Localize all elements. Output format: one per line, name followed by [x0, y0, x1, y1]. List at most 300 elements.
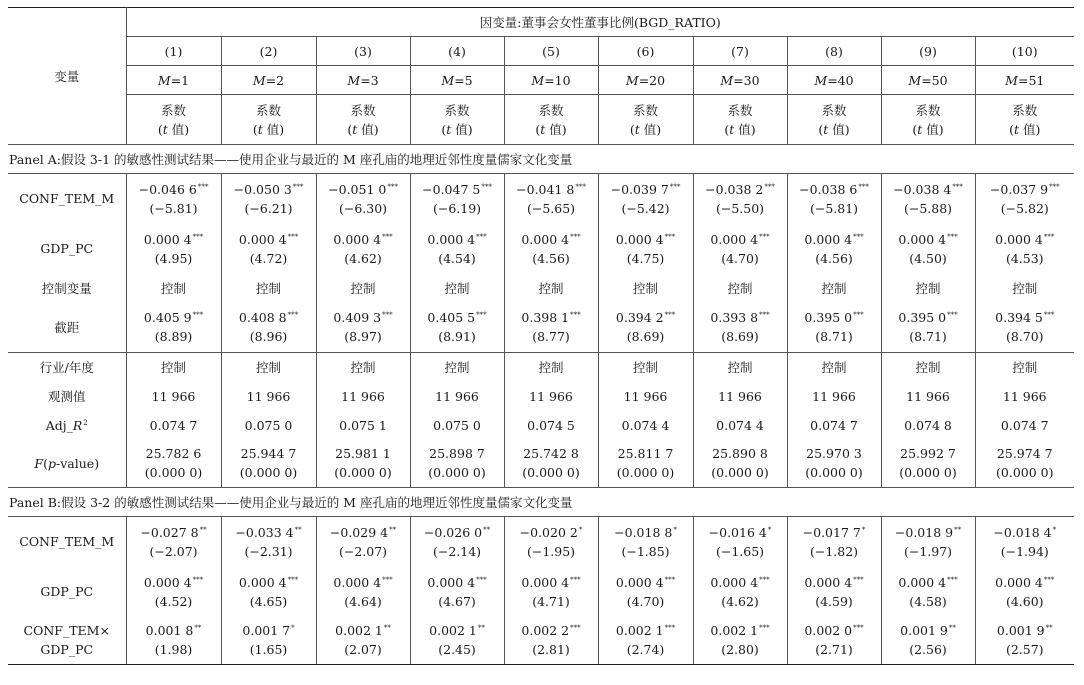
- t-value: (4.62): [721, 593, 759, 609]
- coef-number: 0.398 1: [521, 310, 570, 326]
- significance-stars: ***: [1043, 232, 1055, 241]
- coef-header: [881, 95, 975, 145]
- coef-cell: [410, 517, 504, 567]
- t-value: (−5.50): [715, 200, 765, 216]
- m-symbol: M: [441, 72, 455, 88]
- coef-cell: [316, 567, 410, 617]
- coef-number: 0.001 7: [242, 623, 291, 639]
- value-cell: 11 966: [598, 382, 693, 411]
- t-label: (t 值): [252, 121, 285, 137]
- coef-cell: [504, 567, 598, 617]
- coef-cell: [126, 517, 221, 567]
- t-label: (t 值): [441, 121, 473, 137]
- significance-stars: ***: [1043, 575, 1055, 584]
- coef-label: 系数: [632, 102, 658, 118]
- coef-number: 0.393 8: [710, 310, 759, 326]
- coef-value: [127, 523, 221, 542]
- coef-header: [598, 95, 693, 145]
- t-value: (8.96): [249, 329, 288, 345]
- t-value: (4.59): [815, 593, 853, 609]
- coef-cell: [504, 224, 598, 274]
- coef-value: [599, 573, 693, 592]
- coef-number: 0.405 5: [427, 310, 476, 326]
- control-vars-label: 控制变量: [8, 274, 126, 303]
- coef-value: [694, 180, 787, 199]
- value-cell: 控制: [221, 353, 316, 382]
- coef-number: 0.000 4: [898, 231, 947, 247]
- coef-cell: [221, 567, 316, 617]
- significance-stars: ***: [669, 182, 681, 191]
- coef-number: 0.000 4: [521, 574, 570, 590]
- coef-cell: [410, 224, 504, 274]
- coef-number: 0.394 5: [995, 310, 1043, 326]
- t-label: (t 值): [818, 121, 850, 137]
- significance-stars: ***: [759, 311, 770, 320]
- p-value: (0.000 0): [522, 465, 580, 481]
- coef-value: [222, 308, 316, 327]
- f-value: 25.970 3: [806, 446, 862, 462]
- value-cell: 0.074 5: [504, 411, 598, 440]
- significance-stars: ***: [759, 624, 770, 633]
- f-value-cell: [126, 440, 221, 488]
- coef-number: −0.017 7: [802, 524, 861, 540]
- m-number: =3: [360, 72, 379, 88]
- coef-number: 0.001 8: [145, 623, 194, 639]
- value-cell: 控制: [693, 353, 787, 382]
- f-value: 25.944 7: [240, 446, 297, 462]
- t-value: (−2.14): [432, 543, 482, 559]
- significance-stars: **: [1045, 624, 1053, 633]
- value-cell: 控制: [881, 274, 975, 303]
- coef-value: [317, 573, 410, 592]
- f-value-cell: [881, 440, 975, 488]
- coef-value: [317, 523, 410, 542]
- header-row-colnums: [8, 37, 1074, 66]
- coef-label: 系数: [1012, 102, 1038, 118]
- coef-header: [787, 95, 881, 145]
- f-value: 25.974 7: [996, 446, 1053, 462]
- panel-b-title-row: [8, 488, 1074, 517]
- t-value: (4.95): [154, 250, 193, 266]
- coef-cell: [975, 174, 1074, 224]
- significance-stars: ***: [387, 182, 398, 191]
- value-cell: 控制: [126, 353, 221, 382]
- coef-value: [882, 523, 975, 542]
- coef-value: [599, 523, 693, 542]
- coef-label: 系数: [915, 102, 941, 118]
- f-value: 25.992 7: [900, 446, 956, 462]
- value-cell: 控制: [787, 274, 881, 303]
- significance-stars: ***: [192, 575, 204, 584]
- value-cell: 控制: [410, 274, 504, 303]
- t-label: (t 值): [1009, 121, 1041, 137]
- coef-header: [126, 95, 221, 145]
- p-value: (0.000 0): [996, 465, 1054, 481]
- significance-stars: ***: [947, 575, 958, 584]
- t-value: (−5.81): [809, 200, 859, 216]
- coef-cell: [881, 517, 975, 567]
- coef-cell: [316, 224, 410, 274]
- coef-number: −0.047 5: [422, 181, 481, 197]
- t-value: (4.62): [344, 250, 382, 266]
- coef-cell: [126, 174, 221, 224]
- coef-number: 0.000 4: [615, 231, 664, 247]
- significance-stars: ***: [481, 182, 492, 191]
- value-cell: 11 966: [316, 382, 410, 411]
- t-value: (2.07): [344, 642, 382, 658]
- significance-stars: ***: [476, 575, 487, 584]
- coef-value: [411, 573, 504, 592]
- coef-value: [788, 573, 881, 592]
- value-cell: 控制: [410, 353, 504, 382]
- coef-number: 0.002 1: [615, 623, 664, 639]
- f-value-cell: [598, 440, 693, 488]
- t-value: (2.45): [438, 642, 476, 658]
- coef-cell: [881, 303, 975, 353]
- t-value: (8.91): [438, 329, 476, 345]
- t-value: (8.69): [626, 329, 665, 345]
- m-symbol: M: [814, 72, 828, 88]
- coef-number: 0.000 4: [333, 574, 382, 590]
- t-value: (−1.95): [526, 543, 576, 559]
- coef-value: [505, 230, 598, 249]
- coef-value: [694, 230, 787, 249]
- coef-number: 0.409 3: [333, 310, 382, 326]
- coef-number: 0.001 9: [996, 623, 1045, 639]
- coef-cell: [316, 617, 410, 665]
- coef-cell: [693, 517, 787, 567]
- coef-cell: [598, 567, 693, 617]
- m-value: [126, 66, 221, 95]
- value-cell: 控制: [504, 274, 598, 303]
- significance-stars: ***: [853, 311, 864, 320]
- significance-stars: *: [578, 525, 583, 534]
- coef-cell: [316, 303, 410, 353]
- value-cell: 0.074 7: [787, 411, 881, 440]
- m-number: =20: [638, 72, 666, 88]
- m-symbol: M: [1005, 72, 1018, 88]
- m-number: =30: [733, 72, 760, 88]
- value-cell: 控制: [881, 353, 975, 382]
- significance-stars: **: [383, 624, 391, 633]
- t-label: (t 值): [724, 121, 756, 137]
- t-value: (2.57): [1005, 642, 1044, 658]
- significance-stars: ***: [570, 624, 581, 633]
- t-value: (8.69): [721, 329, 759, 345]
- significance-stars: ***: [382, 575, 393, 584]
- column-number: (3): [316, 37, 410, 66]
- m-value: [598, 66, 693, 95]
- significance-stars: ***: [1043, 311, 1055, 320]
- coef-cell: [975, 303, 1074, 353]
- coef-cell: [410, 617, 504, 665]
- value-cell: 11 966: [504, 382, 598, 411]
- t-value: (−1.85): [621, 543, 670, 559]
- panel-b-conf-row: [8, 517, 1074, 567]
- significance-stars: ***: [287, 575, 299, 584]
- column-number: (8): [787, 37, 881, 66]
- coef-number: 0.000 4: [995, 574, 1043, 590]
- m-symbol: M: [625, 72, 639, 88]
- t-value: (8.97): [344, 329, 382, 345]
- m-value: [693, 66, 787, 95]
- coef-value: [882, 573, 975, 592]
- coef-cell: [881, 174, 975, 224]
- t-value: (−5.82): [1000, 200, 1049, 216]
- significance-stars: ***: [292, 182, 304, 191]
- m-number: =1: [170, 72, 190, 88]
- coef-value: [317, 308, 410, 327]
- coef-value: [411, 523, 504, 542]
- intercept-label: 截距: [8, 303, 126, 353]
- t-value: (−6.30): [338, 200, 388, 216]
- f-value-cell: [504, 440, 598, 488]
- significance-stars: ***: [853, 624, 864, 633]
- significance-stars: **: [294, 525, 302, 534]
- significance-stars: ***: [570, 575, 581, 584]
- panel-a-title: Panel A:假设 3-1 的敏感性测试结果——使用企业与最近的 M 座孔庙的地理近邻性度量儒家文化变量: [8, 145, 1074, 174]
- t-value: (−2.07): [149, 543, 198, 559]
- coef-value: [599, 230, 693, 249]
- coef-cell: [598, 224, 693, 274]
- coef-label: 系数: [727, 102, 753, 118]
- coef-number: 0.000 4: [143, 231, 192, 247]
- value-cell: 11 966: [410, 382, 504, 411]
- coef-label: 系数: [160, 102, 186, 118]
- value-cell: 控制: [693, 274, 787, 303]
- value-cell: 控制: [316, 353, 410, 382]
- t-label: (t 值): [629, 121, 662, 137]
- m-value: [316, 66, 410, 95]
- coef-number: −0.038 2: [705, 181, 764, 197]
- t-value: (4.71): [532, 593, 570, 609]
- panel-b-interaction-row: [8, 617, 1074, 665]
- coef-value: [976, 308, 1075, 327]
- t-label: (t 值): [535, 121, 567, 137]
- m-number: =51: [1017, 72, 1045, 88]
- panel-a-control-row: [8, 274, 1074, 303]
- gdp-pc-b-label: GDP_PC: [8, 567, 126, 617]
- coef-value: [317, 180, 410, 199]
- regression-table: [8, 7, 1074, 665]
- coef-number: 0.000 4: [995, 231, 1043, 247]
- coef-cell: [975, 567, 1074, 617]
- coef-number: 0.000 4: [427, 231, 476, 247]
- coef-cell: [693, 303, 787, 353]
- value-cell: 控制: [221, 274, 316, 303]
- coef-cell: [881, 567, 975, 617]
- coef-cell: [975, 517, 1074, 567]
- significance-stars: ***: [287, 232, 299, 241]
- t-value: (−1.82): [809, 543, 859, 559]
- coef-value: [317, 230, 410, 249]
- coef-value: [976, 621, 1075, 640]
- value-cell: 控制: [598, 274, 693, 303]
- coef-value: [505, 308, 598, 327]
- coef-value: [505, 523, 598, 542]
- coef-header: [504, 95, 598, 145]
- f-value: 25.981 1: [335, 446, 391, 462]
- value-cell: 0.074 4: [693, 411, 787, 440]
- coef-cell: [693, 224, 787, 274]
- coef-cell: [221, 517, 316, 567]
- coef-cell: [221, 617, 316, 665]
- coef-number: 0.000 4: [238, 574, 287, 590]
- f-value: 25.742 8: [523, 446, 579, 462]
- coef-value: [127, 230, 221, 249]
- significance-stars: ***: [759, 575, 770, 584]
- panel-a-adjr2-row: [8, 411, 1074, 440]
- coef-cell: [598, 174, 693, 224]
- coef-value: [694, 523, 787, 542]
- significance-stars: ***: [476, 311, 487, 320]
- significance-stars: ***: [947, 311, 958, 320]
- m-symbol: M: [347, 72, 361, 88]
- coef-number: −0.051 0: [328, 181, 387, 197]
- t-value: (−1.97): [903, 543, 953, 559]
- m-number: =50: [921, 72, 948, 88]
- coef-number: 0.000 4: [238, 231, 287, 247]
- coef-number: −0.026 0: [423, 524, 483, 540]
- t-value: (4.60): [1005, 593, 1044, 609]
- coef-value: [599, 308, 693, 327]
- coef-value: [694, 621, 787, 640]
- significance-stars: **: [199, 525, 207, 534]
- coef-number: −0.016 4: [708, 524, 767, 540]
- t-value: (−1.65): [715, 543, 765, 559]
- panel-b-gdp-row: [8, 567, 1074, 617]
- coef-cell: [504, 303, 598, 353]
- coef-cell: [787, 517, 881, 567]
- f-statistic-label: F(p-value): [8, 440, 126, 488]
- panel-a-gdp-row: [8, 224, 1074, 274]
- coef-value: [222, 621, 316, 640]
- column-number: (7): [693, 37, 787, 66]
- coef-cell: [410, 174, 504, 224]
- m-value: [787, 66, 881, 95]
- coef-value: [411, 308, 504, 327]
- value-cell: 控制: [126, 274, 221, 303]
- coef-cell: [787, 224, 881, 274]
- t-value: (4.56): [815, 250, 853, 266]
- f-value: 25.890 8: [712, 446, 768, 462]
- coef-value: [222, 230, 316, 249]
- coef-cell: [787, 617, 881, 665]
- panel-b-title: Panel B:假设 3-2 的敏感性测试结果——使用企业与最近的 M 座孔庙的地理近邻性度量儒家文化变量: [8, 488, 1074, 517]
- coef-value: [317, 621, 410, 640]
- coef-cell: [410, 303, 504, 353]
- significance-stars: ***: [858, 182, 869, 191]
- significance-stars: ***: [382, 311, 393, 320]
- coef-value: [127, 573, 221, 592]
- coef-cell: [126, 567, 221, 617]
- coef-number: 0.000 4: [333, 231, 382, 247]
- coef-cell: [787, 303, 881, 353]
- panel-a-conf-row: [8, 174, 1074, 224]
- column-number: (9): [881, 37, 975, 66]
- t-value: (2.71): [815, 642, 853, 658]
- coef-value: [976, 523, 1075, 542]
- significance-stars: *: [767, 525, 772, 534]
- significance-stars: ***: [192, 232, 204, 241]
- gdp-pc-label: GDP_PC: [8, 224, 126, 274]
- coef-header: [975, 95, 1074, 145]
- significance-stars: **: [954, 525, 962, 534]
- value-cell: 0.074 4: [598, 411, 693, 440]
- t-value: (8.70): [1005, 329, 1044, 345]
- coef-value: [788, 180, 881, 199]
- observations-label: 观测值: [8, 382, 126, 411]
- t-value: (4.65): [249, 593, 288, 609]
- t-value: (4.67): [438, 593, 476, 609]
- coef-cell: [881, 224, 975, 274]
- coef-cell: [787, 174, 881, 224]
- coef-number: 0.000 4: [615, 574, 664, 590]
- coef-cell: [221, 303, 316, 353]
- coef-number: −0.033 4: [235, 524, 294, 540]
- t-value: (−5.81): [149, 200, 198, 216]
- significance-stars: ***: [476, 232, 487, 241]
- m-number: =2: [265, 72, 285, 88]
- conf-tem-m-b-label: CONF_TEM_M: [8, 517, 126, 567]
- coef-number: 0.394 2: [615, 310, 664, 326]
- coef-cell: [975, 617, 1074, 665]
- significance-stars: ***: [853, 232, 864, 241]
- f-value-cell: [975, 440, 1074, 488]
- coef-cell: [410, 567, 504, 617]
- value-cell: 0.075 0: [221, 411, 316, 440]
- coef-number: 0.405 9: [143, 310, 192, 326]
- coef-value: [599, 180, 693, 199]
- coef-number: 0.000 4: [804, 231, 853, 247]
- coef-number: −0.018 4: [993, 524, 1052, 540]
- significance-stars: **: [948, 624, 956, 633]
- value-cell: 11 966: [126, 382, 221, 411]
- coef-value: [411, 230, 504, 249]
- t-value: (4.70): [721, 250, 759, 266]
- t-value: (−5.88): [903, 200, 953, 216]
- coef-number: −0.037 9: [989, 181, 1049, 197]
- header-row-coef: [8, 95, 1074, 145]
- coef-value: [599, 621, 693, 640]
- coef-cell: [598, 303, 693, 353]
- value-cell: 控制: [1012, 280, 1038, 296]
- significance-stars: ***: [952, 182, 963, 191]
- m-value: [881, 66, 975, 95]
- coef-label: 系数: [350, 102, 376, 118]
- significance-stars: **: [389, 525, 397, 534]
- value-cell: 控制: [598, 353, 693, 382]
- f-value-cell: [787, 440, 881, 488]
- coef-cell: [598, 617, 693, 665]
- coef-number: 0.000 4: [427, 574, 476, 590]
- coef-value: [505, 621, 598, 640]
- coef-value: [411, 621, 504, 640]
- m-symbol: M: [720, 72, 734, 88]
- t-value: (−2.31): [244, 543, 293, 559]
- coef-cell: [693, 174, 787, 224]
- significance-stars: *: [861, 525, 866, 534]
- t-value: (8.71): [909, 329, 947, 345]
- t-value: (2.80): [721, 642, 759, 658]
- value-cell: 控制: [504, 353, 598, 382]
- coef-value: [694, 308, 787, 327]
- column-number: (6): [598, 37, 693, 66]
- f-value: 25.811 7: [617, 446, 674, 462]
- coef-number: 0.408 8: [238, 310, 287, 326]
- coef-label: 系数: [821, 102, 847, 118]
- value-cell: 11 966: [693, 382, 787, 411]
